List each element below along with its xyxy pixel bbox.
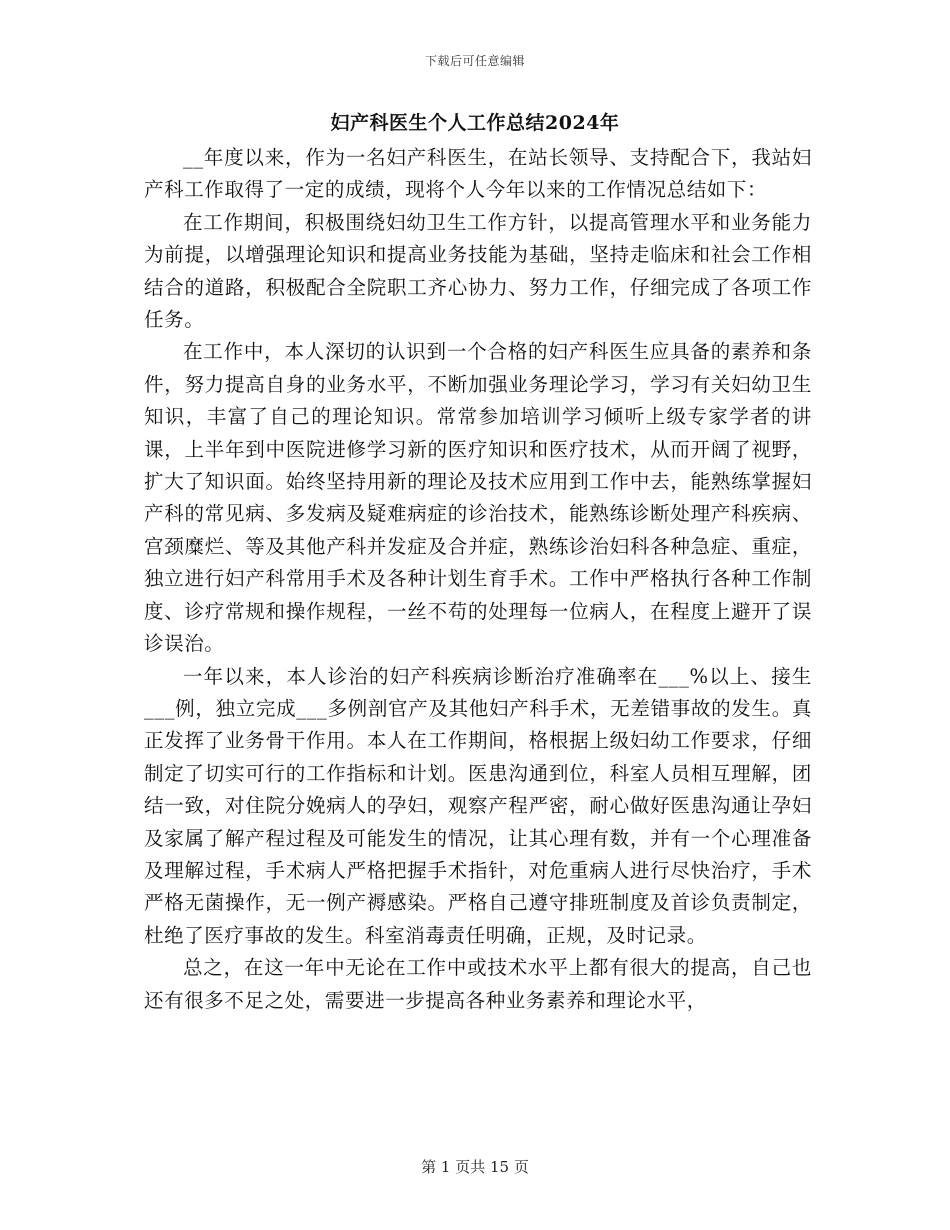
- page-number: 第 1 页共 15 页: [421, 1158, 529, 1176]
- paragraph-intro: __年度以来，作为一名妇产科医生，在站长领导、支持配合下，我站妇产科工作取得了一定的成绩，现将个人今年以来的工作情况总结如下：: [144, 146, 812, 202]
- document-body: [144, 142, 812, 1017]
- paragraph-work-period: 在工作期间，积极围绕妇幼卫生工作方针，以提高管理水平和业务能力为前提，以增强理论知识和提高业务技能为基础，坚持走临床和社会工作相结合的道路，积极配合全院职工齐心协力、努力工作，仔细完成了各项工作任务。: [144, 210, 812, 332]
- header-note: 下载后可任意编辑: [424, 54, 525, 68]
- paragraph-learning: 在工作中，本人深切的认识到一个合格的妇产科医生应具备的素养和条件，努力提高自身的业务水平，不断加强业务理论学习，学习有关妇幼卫生知识，丰富了自己的理论知识。常常参加培训学习倾听上级专家学者的讲课，上半年到中医院进修学习新的医疗知识和医疗技术，从而开阔了视野，扩大了知识面。始终坚持用新的理论及技术应用到工作中去，能熟练掌握妇产科的常见病、多发病及疑难病症的诊治技术，能熟练诊断处理产科疾病、宫颈糜烂、等及其他产科并发症及合并症，熟练诊治妇科各种急症、重症，独立进行妇产科常用手术及各种计划生育手术。工作中严格执行各种工作制度、诊疗常规和操作规程，一丝不苟的处理每一位病人，在程度上避开了误诊误治。: [144, 340, 812, 656]
- paragraph-summary: 总之，在这一年中无论在工作中或技术水平上都有很大的提高，自己也还有很多不足之处，需要进一步提高各种业务素养和理论水平，: [144, 956, 812, 1012]
- paragraph-achievements: 一年以来，本人诊治的妇产科疾病诊断治疗准确率在___%以上、接生___例，独立完成___多例剖官产及其他妇产科手术，无差错事故的发生。真正发挥了业务骨干作用。本人在工作期间，格根据上级妇幼工作要求，仔细制定了切实可行的工作指标和计划。医患沟通到位，科室人员相互理解，团结一致，对住院分娩病人的孕妇，观察产程严密，耐心做好医患沟通让孕妇及家属了解产程过程及可能发生的情况，让其心理有数，并有一个心理准备及理解过程，手术病人严格把握手术指针，对危重病人进行尽快治疗，手术严格无菌操作，无一例产褥感染。严格自己遵守排班制度及首诊负责制定，杜绝了医疗事故的发生。科室消毒责任明确，正规，及时记录。: [144, 664, 812, 947]
- document-title: 妇产科医生个人工作总结2024年: [330, 112, 620, 134]
